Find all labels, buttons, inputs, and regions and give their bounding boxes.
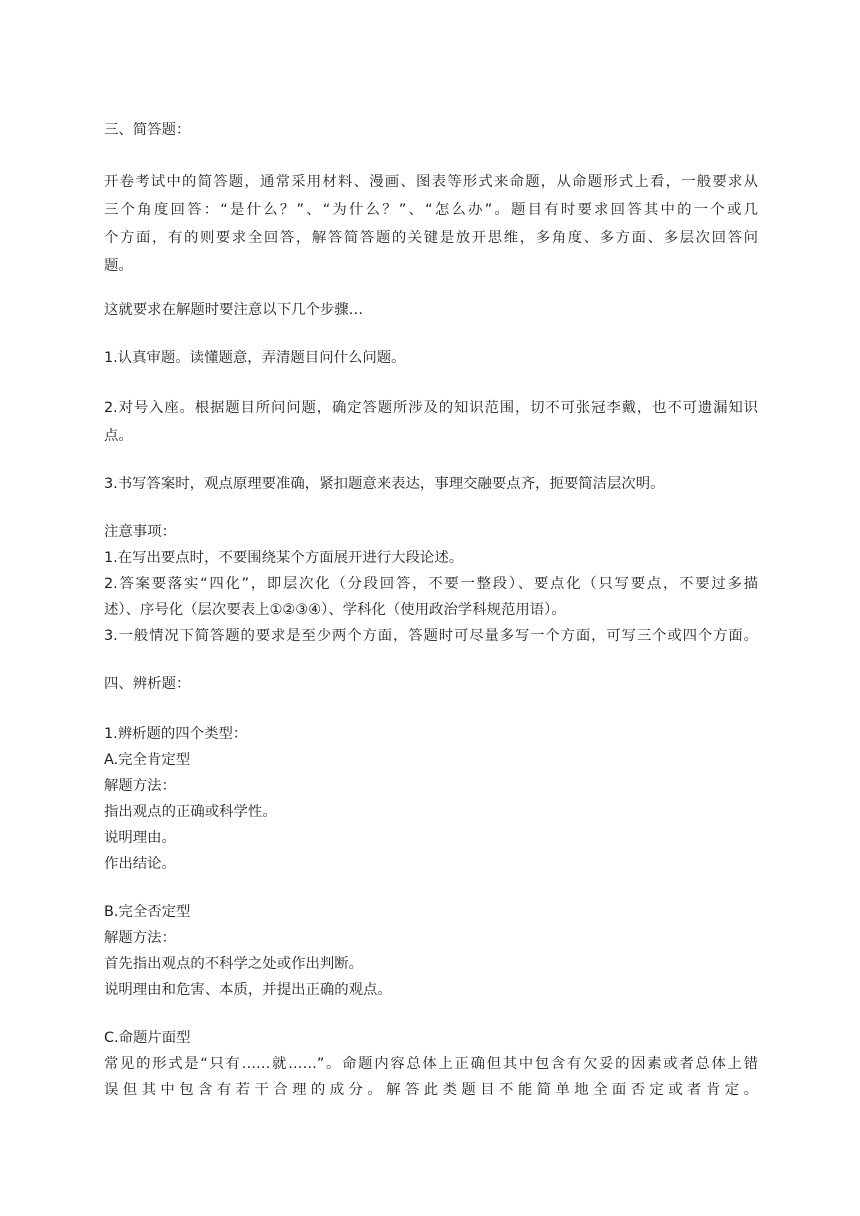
list-item: 首先指出观点的不科学之处或作出判断。 [104, 956, 364, 972]
paragraph-line: 题。 [104, 258, 133, 274]
step-item: 1.认真审题。读懂题意，弄清题目问什么问题。 [104, 350, 406, 366]
list-item: 指出观点的正确或科学性。 [104, 804, 277, 820]
paragraph-line: 三个角度回答：“是什么？”、“为什么？”、“怎么办”。题目有时要求回答其中的一个或几 [104, 202, 758, 218]
note-item: 2.答案要落实“四化”，即层次化（分段回答，不要一整段）、要点化（只写要点，不要过多描 [104, 576, 758, 592]
step-item: 2.对号入座。根据题目所问问题，确定答题所涉及的知识范围，切不可张冠李戴，也不可遗漏知识 [104, 400, 758, 416]
list-item: 解题方法： [104, 930, 176, 946]
paragraph-line: 个方面，有的则要求全回答，解答简答题的关键是放开思维，多角度、多方面、多层次回答问 [104, 230, 758, 246]
list-heading: 1.辨析题的四个类型： [104, 726, 248, 742]
type-heading: A.完全肯定型 [104, 752, 191, 768]
notes-heading: 注意事项： [104, 524, 176, 540]
list-item: 说明理由。 [104, 830, 176, 846]
paragraph-line: 开卷考试中的简答题，通常采用材料、漫画、图表等形式来命题，从命题形式上看，一般要求从 [104, 174, 758, 190]
type-heading: C.命题片面型 [104, 1030, 191, 1046]
section-heading-short-answer: 三、简答题： [104, 122, 191, 138]
step-item: 点。 [104, 428, 133, 444]
paragraph-line: 误但其中包含有若干合理的成分。解答此类题目不能简单地全面否定或者肯定。 [104, 1082, 758, 1098]
section-heading-analysis: 四、辨析题： [104, 676, 191, 692]
paragraph-line: 常见的形式是“只有……就……”。命题内容总体上正确但其中包含有欠妥的因素或者总体上错 [104, 1056, 758, 1072]
list-item: 说明理由和危害、本质，并提出正确的观点。 [104, 982, 392, 998]
note-item: 1.在写出要点时，不要围绕某个方面展开进行大段论述。 [104, 550, 464, 566]
list-item: 作出结论。 [104, 856, 176, 872]
note-item: 3.一般情况下简答题的要求是至少两个方面，答题时可尽量多写一个方面，可写三个或四个方面。 [104, 628, 758, 644]
document-page [104, 0, 758, 1216]
list-item: 解题方法： [104, 778, 176, 794]
note-item: 述）、序号化（层次要表上①②③④）、学科化（使用政治学科规范用语）。 [104, 602, 566, 618]
step-item: 3.书写答案时，观点原理要准确，紧扣题意来表达，事理交融要点齐，扼要简洁层次明。 [104, 476, 665, 492]
type-heading: B.完全否定型 [104, 904, 191, 920]
paragraph-line: 这就要求在解题时要注意以下几个步骤… [104, 302, 364, 318]
